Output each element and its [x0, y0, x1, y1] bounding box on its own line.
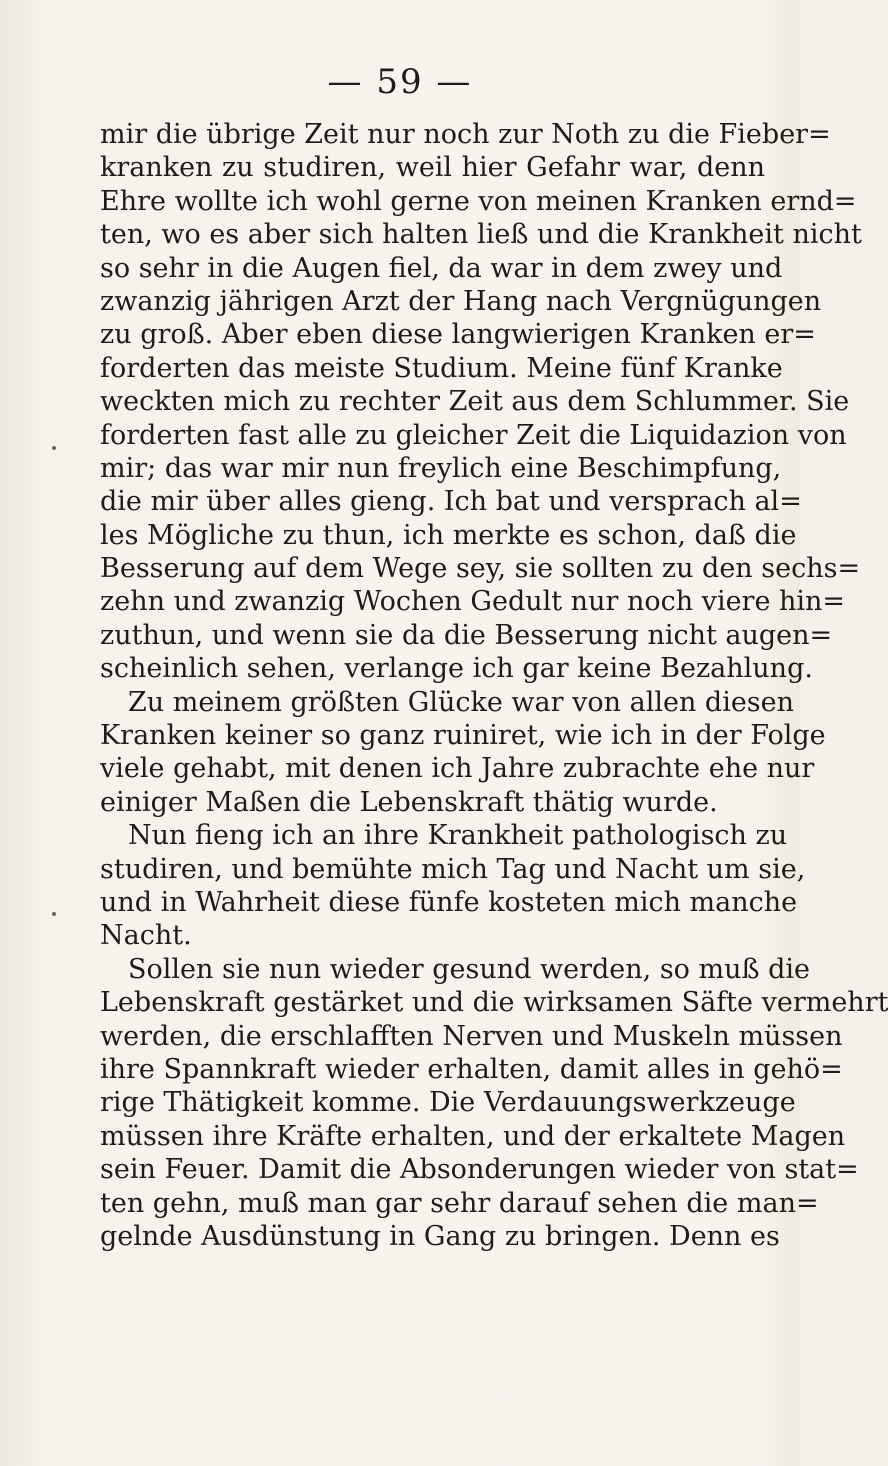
text-line: ihre Spannkraft wieder erhalten, damit alles in gehö=	[100, 1053, 843, 1085]
text-line: ten, wo es aber sich halten ließ und die Krankheit nicht	[100, 219, 862, 251]
text-line: scheinlich sehen, verlange ich gar keine Bezahlung.	[100, 653, 813, 685]
text-line: zwanzig jährigen Arzt der Hang nach Vergnügungen	[100, 285, 822, 317]
text-line: rige Thätigkeit komme. Die Verdauungswerkzeuge	[100, 1087, 796, 1119]
text-line: les Mögliche zu thun, ich merkte es schon, daß die	[100, 519, 797, 551]
text-line: ten gehn, muß man gar sehr darauf sehen die man=	[100, 1187, 819, 1219]
text-line: mir; das war mir nun freylich eine Beschimpfung,	[100, 452, 782, 484]
text-line: Nun fieng ich an ihre Krankheit pathologisch zu	[128, 820, 788, 852]
text-line: werden, die erschlafften Nerven und Muskeln müssen	[100, 1020, 843, 1052]
text-line: so sehr in die Augen fiel, da war in dem zwey und	[100, 252, 783, 284]
text-line: müssen ihre Kräfte erhalten, und der erkaltete Magen	[100, 1120, 846, 1152]
text-line: forderten fast alle zu gleicher Zeit die Liquidazion von	[100, 419, 847, 451]
text-line: Nacht.	[100, 920, 192, 952]
text-line: Besserung auf dem Wege sey, sie sollten zu den sechs=	[100, 553, 861, 585]
body-text	[100, 118, 888, 1253]
text-line: Ehre wollte ich wohl gerne von meinen Kranken ernd=	[100, 185, 857, 217]
text-line: Lebenskraft gestärket und die wirksamen Säfte vermehrt	[100, 987, 888, 1019]
text-line: sein Feuer. Damit die Absonderungen wieder von stat=	[100, 1154, 859, 1186]
text-line: gelnde Ausdünstung in Gang zu bringen. Denn es	[100, 1220, 780, 1252]
text-line: zuthun, und wenn sie da die Besserung nicht augen=	[100, 619, 833, 651]
margin-mark	[52, 912, 56, 916]
margin-mark	[52, 446, 56, 450]
text-line: und in Wahrheit diese fünfe kosteten mich manche	[100, 886, 798, 918]
text-line: viele gehabt, mit denen ich Jahre zubrachte ehe nur	[100, 753, 815, 785]
page-number-header: — 59 —	[327, 62, 473, 102]
text-line: zehn und zwanzig Wochen Gedult nur noch viere hin=	[100, 586, 846, 618]
text-line: die mir über alles gieng. Ich bat und versprach al=	[100, 486, 802, 518]
text-line: Kranken keiner so ganz ruiniret, wie ich in der Folge	[100, 720, 826, 752]
text-line: mir die übrige Zeit nur noch zur Noth zu die Fieber=	[100, 119, 831, 150]
text-line: einiger Maßen die Lebenskraft thätig wurde.	[100, 786, 718, 818]
text-line: Sollen sie nun wieder gesund werden, so muß die	[128, 953, 811, 985]
text-line: forderten das meiste Studium. Meine fünf Kranke	[100, 352, 783, 384]
text-line: kranken zu studiren, weil hier Gefahr war, denn	[100, 152, 765, 184]
text-line: weckten mich zu rechter Zeit aus dem Schlummer. Sie	[100, 386, 850, 418]
text-line: studiren, und bemühte mich Tag und Nacht um sie,	[100, 853, 806, 885]
text-line: zu groß. Aber eben diese langwierigen Kranken er=	[100, 319, 816, 351]
text-line: Zu meinem größten Glücke war von allen diesen	[128, 686, 795, 718]
